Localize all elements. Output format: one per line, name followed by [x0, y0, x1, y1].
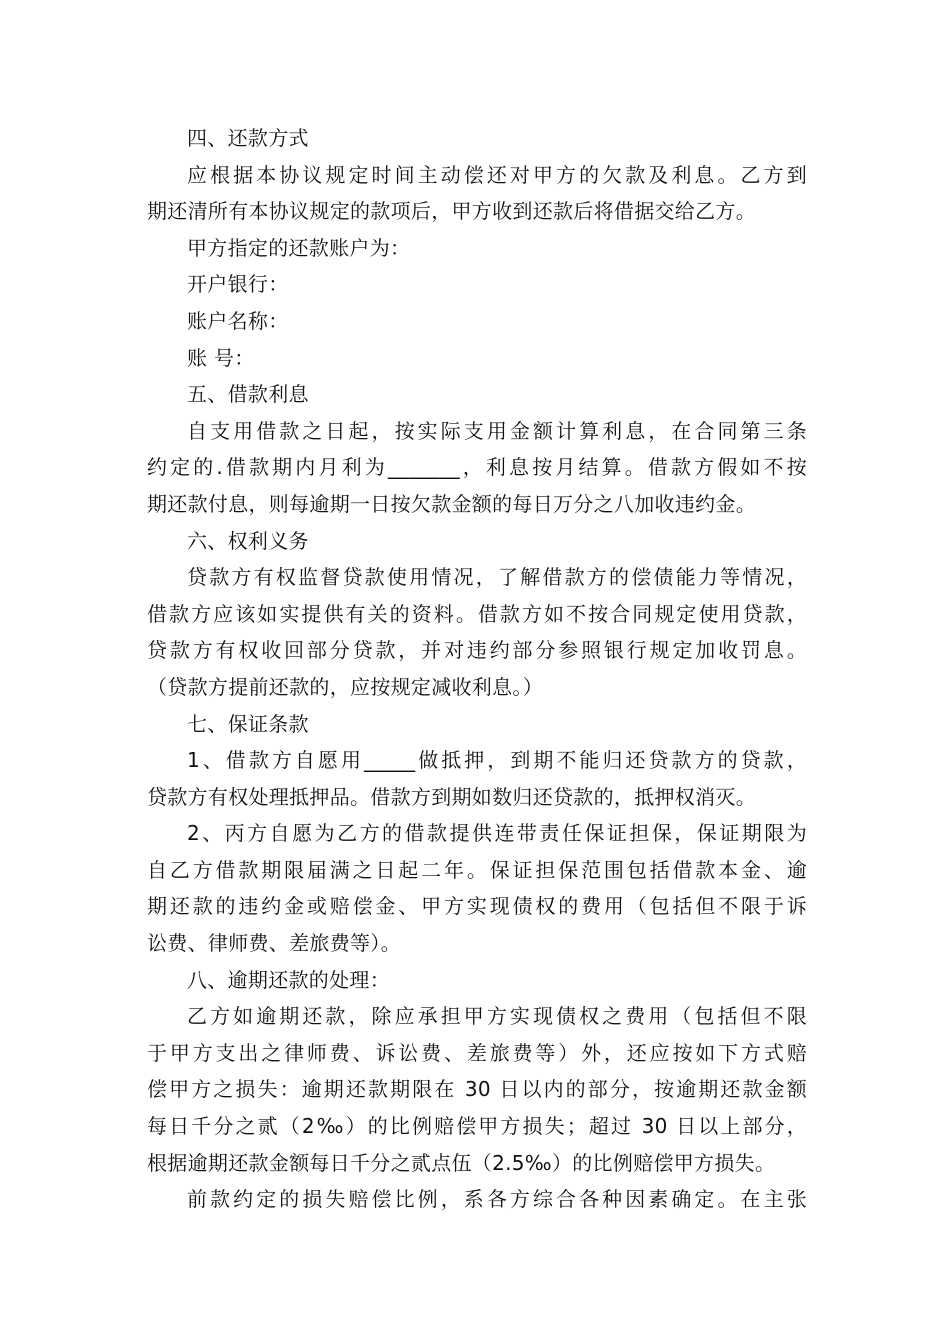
document-line: 前款约定的损失赔偿比例，系各方综合各种因素确定。在主张 [187, 1187, 807, 1212]
document-line: 七、保证条款 [187, 711, 309, 736]
document-line: 期还清所有本协议规定的款项后，甲方收到还款后将借据交给乙方。 [147, 199, 756, 224]
document-line: 甲方指定的还款账户为： [187, 235, 411, 260]
document-line: 期还款的违约金或赔偿金、甲方实现债权的费用（包括但不限于诉 [147, 894, 807, 919]
document-line: 四、还款方式 [187, 126, 309, 150]
document-line: 每日千分之贰（2‰）的比例赔偿甲方损失；超过 30 日以上部分， [147, 1114, 807, 1139]
document-line: 讼费、律师费、差旅费等）。 [147, 931, 401, 956]
document-line: 乙方如逾期还款，除应承担甲方实现债权之费用（包括但不限 [187, 1004, 807, 1029]
document-line: 开户银行： [187, 272, 289, 297]
document-line: 约定的.借款期内月利为_______，利息按月结算。借款方假如不按 [147, 455, 807, 480]
document-line: 账户名称： [187, 308, 289, 333]
document-line: 于甲方支出之律师费、诉讼费、差旅费等）外，还应按如下方式赔 [147, 1040, 807, 1065]
document-line: 自支用借款之日起，按实际支用金额计算利息，在合同第三条 [187, 418, 807, 443]
document-line: 贷款方有权收回部分贷款，并对违约部分参照银行规定加收罚息。 [147, 638, 807, 663]
document-line: 2、丙方自愿为乙方的借款提供连带责任保证担保，保证期限为 [187, 821, 807, 846]
document-line: 八、逾期还款的处理： [187, 967, 390, 992]
document-line: 自乙方借款期限届满之日起二年。保证担保范围包括借款本金、逾 [147, 857, 807, 882]
document-line: 五、借款利息 [187, 382, 309, 407]
document-line: 六、权利义务 [187, 528, 309, 553]
document-line: 账 号： [187, 345, 255, 370]
document-line: 贷款方有权监督贷款使用情况，了解借款方的偿债能力等情况， [187, 565, 807, 590]
document-body [147, 120, 807, 1218]
document-line: 贷款方有权处理抵押品。借款方到期如数归还贷款的，抵押权消灭。 [147, 784, 756, 809]
document-line: 偿甲方之损失：逾期还款期限在 30 日以内的部分，按逾期还款金额 [147, 1077, 807, 1102]
document-line: 1、借款方自愿用_____做抵押，到期不能归还贷款方的贷款， [187, 748, 807, 773]
document-line: 期还款付息，则每逾期一日按欠款金额的每日万分之八加收违约金。 [147, 491, 756, 516]
document-line: 应根据本协议规定时间主动偿还对甲方的欠款及利息。乙方到 [187, 162, 807, 187]
document-line: 借款方应该如实提供有关的资料。借款方如不按合同规定使用贷款， [147, 601, 807, 626]
document-line: （贷款方提前还款的，应按规定减收利息。） [147, 674, 543, 699]
document-line: 根据逾期还款金额每日千分之贰点伍（2.5‰）的比例赔偿甲方损失。 [147, 1150, 776, 1175]
